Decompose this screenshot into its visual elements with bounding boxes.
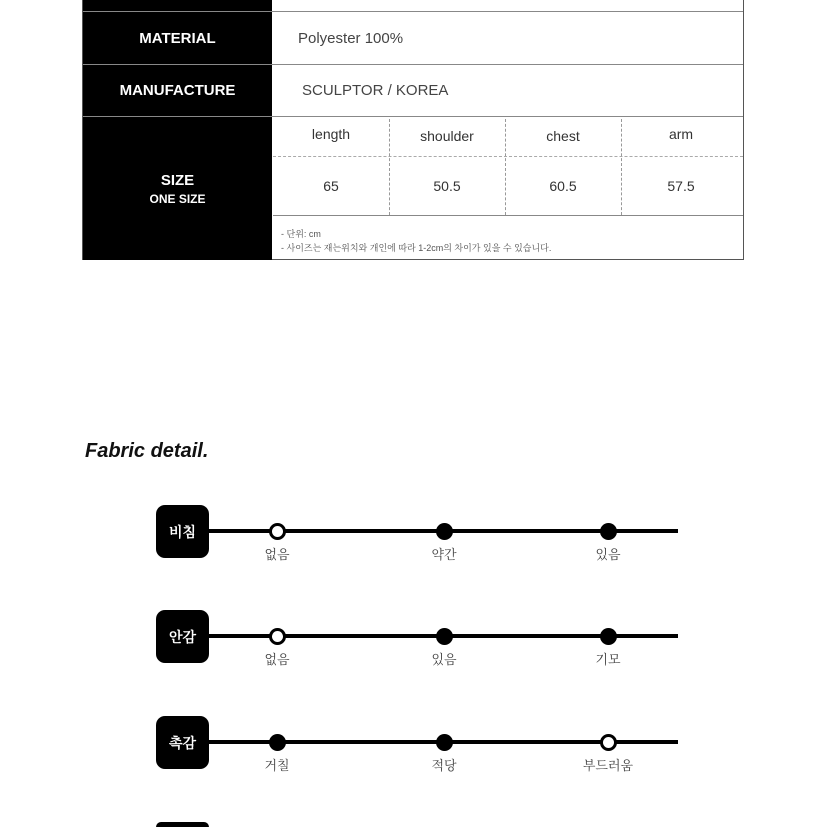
scale-dot-selected <box>269 523 286 540</box>
size-label: SIZE <box>160 171 195 189</box>
divider <box>273 215 743 216</box>
dashed-divider <box>621 119 622 215</box>
dashed-divider <box>273 156 743 157</box>
size-header-chest: chest <box>546 128 580 144</box>
size-value-length: 65 <box>323 178 339 194</box>
spec-label-top <box>83 0 272 11</box>
material-value: Polyester 100% <box>298 29 404 47</box>
scale-dot <box>436 628 453 645</box>
size-value-chest: 60.5 <box>549 178 577 194</box>
dashed-divider <box>505 119 506 215</box>
size-label-cell <box>83 117 272 260</box>
spec-table <box>82 0 744 260</box>
fabric-badge: 안감 <box>156 610 209 663</box>
scale-dot <box>436 734 453 751</box>
fabric-detail-title: Fabric detail. <box>85 440 209 462</box>
size-sub-label: ONE SIZE <box>149 191 206 206</box>
scale-option: 약간 <box>431 547 457 562</box>
size-header-shoulder: shoulder <box>420 128 474 144</box>
fabric-row-texture <box>0 716 827 796</box>
fabric-badge: 촉감 <box>156 716 209 769</box>
manufacture-value: SCULPTOR / KOREA <box>302 82 449 99</box>
scale-dot <box>436 523 453 540</box>
size-notes <box>281 227 551 255</box>
note-unit: - 단위: cm <box>281 229 321 239</box>
fabric-badge: 비침 <box>156 505 209 558</box>
scale-dot-selected <box>600 734 617 751</box>
manufacture-label: MANUFACTURE <box>83 65 272 116</box>
size-value-shoulder: 50.5 <box>433 178 461 194</box>
scale-dot <box>600 628 617 645</box>
size-header-arm: arm <box>668 126 694 142</box>
fabric-row-lining <box>0 610 827 690</box>
material-label: MATERIAL <box>83 12 272 64</box>
scale-dot-selected <box>269 628 286 645</box>
size-value-arm: 57.5 <box>667 178 695 194</box>
scale-option: 기모 <box>595 652 621 667</box>
scale-option: 없음 <box>264 547 290 562</box>
dashed-divider <box>389 119 390 215</box>
note-variance: - 사이즈는 재는위치와 개인에 따라 1-2cm의 차이가 있을 수 있습니다. <box>281 243 552 253</box>
scale-dot <box>269 734 286 751</box>
scale-option: 없음 <box>264 652 290 667</box>
scale-option: 있음 <box>595 547 621 562</box>
scale-option: 부드러움 <box>582 758 634 773</box>
scale-option: 있음 <box>431 652 457 667</box>
scale-option: 적당 <box>431 758 457 773</box>
fabric-row-sheerness <box>0 505 827 585</box>
size-header-length: length <box>311 126 351 142</box>
scale-option: 거칠 <box>264 758 290 773</box>
scale-dot <box>600 523 617 540</box>
fabric-badge-partial <box>156 822 209 827</box>
